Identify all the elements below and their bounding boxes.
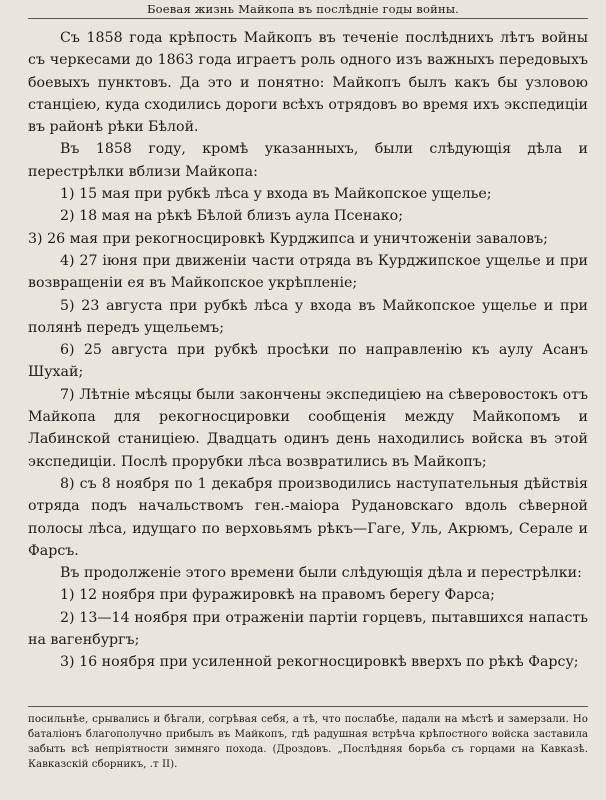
- list-item: 3) 16 ноября при усиленной рекогносцировкѣ вверхъ по рѣкѣ Фарсу;: [60, 654, 579, 671]
- list-item: 2) 18 мая на рѣкѣ Бѣлой близъ аула Псенако;: [60, 208, 403, 225]
- footnote: [28, 712, 588, 772]
- paragraph: Въ продолженіе этого времени были слѣдующія дѣла и перестрѣлки:: [60, 565, 582, 582]
- paragraph: Въ 1858 году, кромѣ указанныхъ, были слѣдующія дѣла и перестрѣлки вблизи Майкопа:: [28, 141, 588, 180]
- footnote-text: посильнѣе, срывались и бѣгали, согрѣвая себя, а тѣ, что послабѣе, падали на мѣстѣ и замерзали. Но баталіонъ благополучно прибылъ въ Майкопъ, гдѣ радушная встрѣча крѣпостного войска заставила забыть всѣ непріятности зимняго похода. (Дроздовъ. „Послѣдняя борьба съ горцами на Кавказѣ. Кавказскій сборникъ, .т II).: [28, 713, 588, 770]
- header-divider: [28, 18, 588, 19]
- running-header: Боевая жизнь Майкопа въ послѣдніе годы войны.: [146, 2, 460, 16]
- main-text: [28, 27, 588, 674]
- list-item: 5) 23 августа при рубкѣ лѣса у входа въ Майкопское ущелье и при полянѣ передъ ущельемъ;: [28, 297, 588, 336]
- list-item: 1) 12 ноября при фуражировкѣ на правомъ берегу Фарса;: [60, 587, 495, 604]
- list-item: 2) 13—14 ноября при отраженіи партіи горцевъ, пытавшихся напасть на вагенбургъ;: [28, 609, 588, 649]
- paragraph: Съ 1858 года крѣпость Майкопъ въ теченіе послѣднихъ лѣтъ войны съ черкесами до 1863 года играетъ роль одного изъ важныхъ передовыхъ боевыхъ пунктовъ. Да это и понятно: Майкопъ былъ какъ бы узловою станціею, куда сходились дороги всѣхъ отрядовъ во время ихъ экспедиціи въ районѣ рѣки Бѣлой.: [28, 30, 588, 136]
- footnote-divider: [28, 706, 588, 707]
- list-item: 1) 15 мая при рубкѣ лѣса у входа въ Майкопское ущелье;: [60, 186, 492, 203]
- list-item: 6) 25 августа при рубкѣ просѣки по направленію къ аулу Асанъ Шухай;: [28, 342, 588, 381]
- list-item: 3) 26 мая при рекогносцировкѣ Курджипса и уничтоженіи заваловъ;: [28, 230, 548, 247]
- list-item: 8) съ 8 ноября по 1 декабря производились наступательныя дѣйствія отряда подъ начальствомъ ген.-маіора Рудановскаго вдоль сѣверной полосы лѣса, идущаго по верховьямъ рѣкъ—Гаге, Уль, Акрюмъ, Серале и Фарсъ.: [28, 475, 588, 559]
- list-item: 7) Лѣтніе мѣсяцы были закончены экспедиціею на сѣверовостокъ отъ Майкопа для рекогносцировки сообщенія между Майкопомъ и Лабинской станиціею. Двадцать одинъ день находились войска въ этой экспедиціи. Послѣ прорубки лѣса возвратились въ Майкопъ;: [28, 386, 588, 470]
- list-item: 4) 27 іюня при движеніи части отряда въ Курджипское ущелье и при возвращеніи ея въ Майкопское укрѣпленіе;: [28, 252, 588, 292]
